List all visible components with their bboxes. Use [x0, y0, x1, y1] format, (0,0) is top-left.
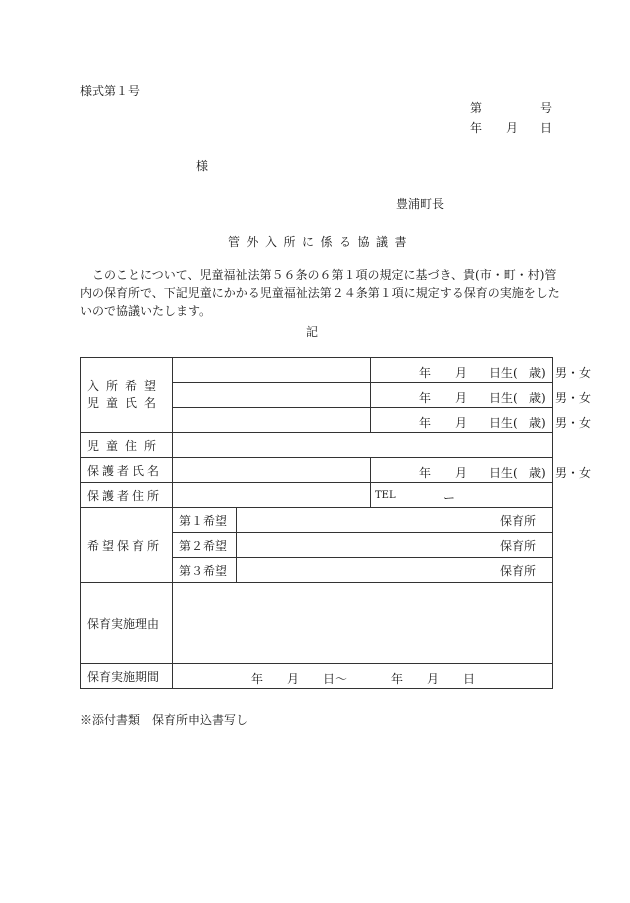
guardian-name-label: 保護者氏名 [81, 458, 173, 483]
guardian-address-label: 保護者住所 [81, 483, 173, 508]
applicant-name-label: 入所希望 児童氏名 [81, 358, 173, 433]
sender: 豊浦町長 [396, 197, 445, 211]
application-table [80, 357, 592, 689]
child-birth-2[interactable]: 年 月 日生( 歳) 男・女 [371, 383, 553, 408]
ki-heading: 記 [306, 325, 319, 339]
date-year: 年 [470, 121, 483, 135]
document-title: 管外入所に係る協議書 [228, 235, 414, 249]
choice-label-1: 第１希望 [173, 508, 237, 533]
table-row [81, 358, 553, 383]
child-birth-3[interactable]: 年 月 日生( 歳) 男・女 [371, 408, 553, 433]
guardian-tel[interactable]: TEL ー [371, 483, 553, 508]
choice-field-3[interactable]: 保育所 [237, 558, 553, 583]
table-row [81, 483, 553, 508]
date-day: 日 [540, 121, 553, 135]
choice-field-1[interactable]: 保育所 [237, 508, 553, 533]
table-row [81, 583, 553, 664]
document-number-suffix: 号 [540, 101, 553, 115]
child-name-field-3[interactable] [173, 408, 371, 433]
table-row [81, 433, 553, 458]
table-row [81, 458, 553, 483]
child-address-field[interactable] [173, 433, 553, 458]
guardian-address-field[interactable] [173, 483, 371, 508]
form-number: 様式第１号 [80, 84, 141, 98]
period-label: 保育実施期間 [81, 664, 173, 689]
child-address-label: 児童住所 [81, 433, 173, 458]
recipient-suffix: 様 [196, 159, 209, 173]
document-number-label: 第 [470, 101, 483, 115]
desired-nursery-label: 希望保育所 [81, 508, 173, 583]
table-row [81, 508, 553, 533]
table-row [81, 664, 553, 689]
choice-label-2: 第２希望 [173, 533, 237, 558]
child-birth-1[interactable]: 年 月 日生( 歳) 男・女 [371, 358, 553, 383]
child-name-field-2[interactable] [173, 383, 371, 408]
date-month: 月 [506, 121, 519, 135]
reason-field[interactable] [173, 583, 553, 664]
guardian-name-field[interactable] [173, 458, 371, 483]
issue-date [470, 119, 553, 135]
attachment-note: ※添付書類 保育所申込書写し [80, 713, 249, 727]
choice-field-2[interactable]: 保育所 [237, 533, 553, 558]
child-name-field-1[interactable] [173, 358, 371, 383]
reason-label: 保育実施理由 [81, 583, 173, 664]
period-field[interactable]: 年 月 日～ 年 月 日 [173, 664, 553, 689]
guardian-birth[interactable]: 年 月 日生( 歳) 男・女 [371, 458, 553, 483]
body-paragraph: このことについて、児童福祉法第５６条の６第１項の規定に基づき、貴(市・町・村)管内の保育所で、下記児童にかかる児童福祉法第２４条第１項に規定する保育の実施をしたいので協議いたします。 [80, 268, 560, 318]
choice-label-3: 第３希望 [173, 558, 237, 583]
